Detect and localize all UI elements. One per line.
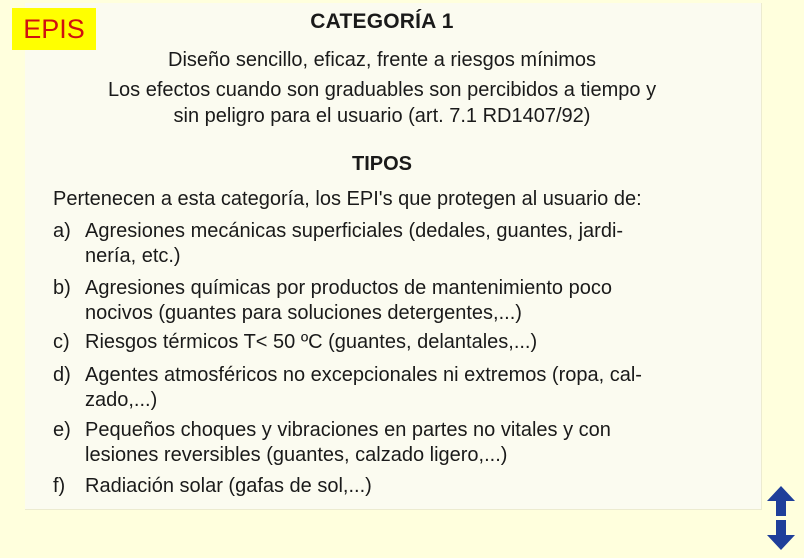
list-item	[53, 418, 733, 468]
list-item-letter: f)	[53, 475, 66, 497]
list-item	[53, 276, 733, 326]
list-item-text: zado,...)	[85, 389, 158, 411]
arrow-up-icon	[764, 484, 798, 518]
list-item-letter: e)	[53, 419, 71, 441]
intro-line-2: Los efectos cuando son graduables son percibidos a tiempo y	[107, 79, 657, 101]
arrow-down-icon	[764, 518, 798, 552]
list-item-text: Pequeños choques y vibraciones en partes no vitales y con	[85, 419, 611, 441]
list-item-text: Agresiones mecánicas superficiales (dedales, guantes, jardi-	[85, 220, 624, 242]
list-item-letter: c)	[53, 331, 70, 353]
list-item	[53, 474, 733, 499]
list-item-text: lesiones reversibles (guantes, calzado ligero,...)	[85, 444, 508, 466]
list-item-text: nocivos (guantes para soluciones detergentes,...)	[85, 302, 522, 324]
intro-line-3: sin peligro para el usuario (art. 7.1 RD1407/92)	[173, 105, 591, 127]
nav-up-button[interactable]	[764, 484, 798, 518]
list-item	[53, 330, 733, 355]
intro-line-1: Diseño sencillo, eficaz, frente a riesgos mínimos	[168, 49, 596, 71]
list-item-text: nería, etc.)	[85, 245, 181, 267]
list-item-text: Agentes atmosféricos no excepcionales ni extremos (ropa, cal-	[85, 364, 642, 386]
list-item-letter: a)	[53, 220, 71, 242]
lead-text: Pertenecen a esta categoría, los EPI's que protegen al usuario de:	[53, 188, 642, 210]
nav-down-button[interactable]	[764, 518, 798, 552]
page-title: CATEGORÍA 1	[310, 10, 454, 33]
list-item	[53, 363, 733, 413]
list-item-text: Agresiones químicas por productos de mantenimiento poco	[85, 277, 612, 299]
list-item-text: Riesgos térmicos T< 50 ºC (guantes, delantales,...)	[85, 331, 538, 353]
brand-label: EPIS	[12, 8, 96, 50]
list-item	[53, 219, 733, 269]
list-item-text: Radiación solar (gafas de sol,...)	[85, 475, 372, 497]
list-item-letter: b)	[53, 277, 71, 299]
section-title: TIPOS	[351, 153, 412, 175]
list-item-letter: d)	[53, 364, 71, 386]
